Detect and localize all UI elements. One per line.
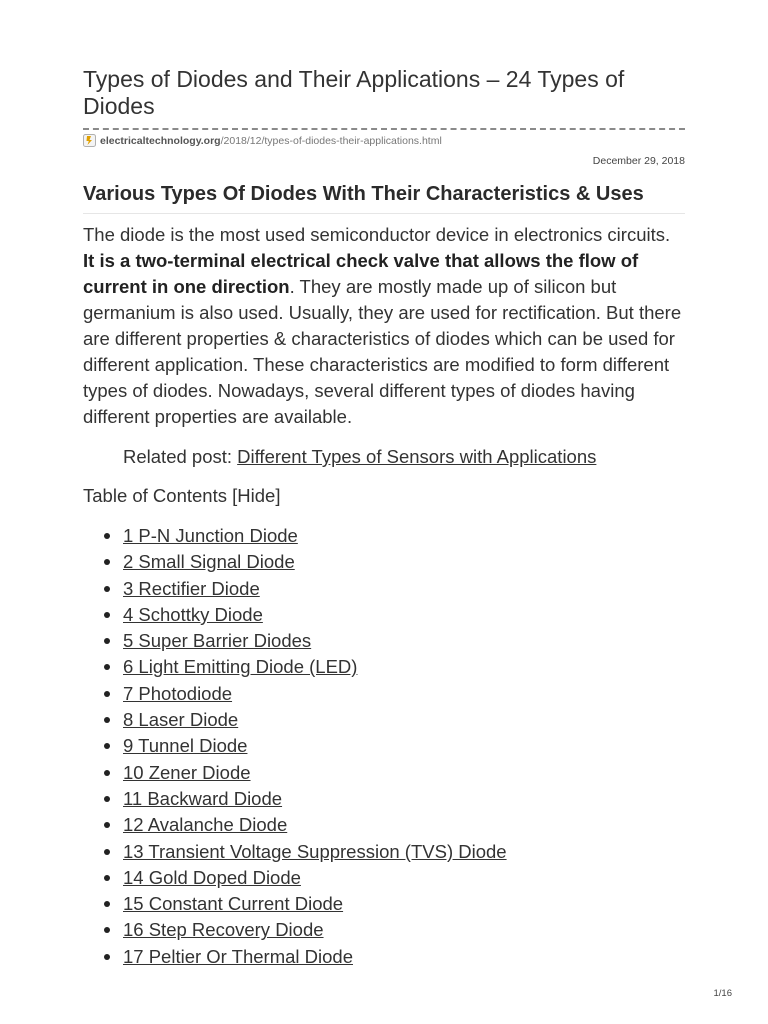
bullet-icon [104,849,110,855]
toc-link[interactable]: 4 Schottky Diode [123,603,263,625]
toc-item [123,865,685,891]
toc-link[interactable]: 15 Constant Current Diode [123,893,344,915]
toc-link[interactable]: 8 Laser Diode [123,709,239,731]
bullet-icon [104,743,110,749]
table-of-contents [83,523,685,970]
bullet-icon [104,533,110,539]
bullet-icon [104,691,110,697]
page-number: 1/16 [713,988,732,999]
bullet-icon [104,612,110,618]
toc-item [123,576,685,602]
bullet-icon [104,664,110,670]
toc-link[interactable]: 10 Zener Diode [123,761,251,783]
intro-paragraph [83,222,685,430]
toc-item [123,839,685,865]
bullet-icon [104,796,110,802]
toc-link[interactable]: 9 Tunnel Diode [123,735,248,757]
dashed-divider [83,128,685,130]
bullet-icon [104,717,110,723]
intro-text-1: The diode is the most used semiconductor device in electronics circuits. [83,224,671,245]
source-path: /2018/12/types-of-diodes-their-applications.html [220,134,442,147]
toc-item [123,654,685,680]
source-url[interactable] [83,134,685,147]
document-page [83,66,685,970]
section-heading: Various Types Of Diodes With Their Characteristics & Uses [83,181,685,214]
toc-item [123,523,685,549]
related-post-label: Related post: [123,446,238,467]
toc-item [123,760,685,786]
toc-item [123,944,685,970]
related-post-link[interactable]: Different Types of Sensors with Applications [237,446,597,467]
toc-item [123,917,685,943]
bullet-icon [104,954,110,960]
bullet-icon [104,638,110,644]
bullet-icon [104,586,110,592]
toc-link[interactable]: 7 Photodiode [123,682,233,704]
toc-header [83,483,685,509]
toc-link[interactable]: 14 Gold Doped Diode [123,866,301,888]
toc-link[interactable]: 17 Peltier Or Thermal Diode [123,945,353,967]
toc-link[interactable]: 6 Light Emitting Diode (LED) [123,656,358,678]
bullet-icon [104,822,110,828]
bullet-icon [104,901,110,907]
toc-link[interactable]: 5 Super Barrier Diodes [123,630,312,652]
bullet-icon [104,559,110,565]
toc-item [123,707,685,733]
site-favicon-icon [83,134,96,147]
toc-link[interactable]: 11 Backward Diode [123,787,283,809]
bullet-icon [104,875,110,881]
related-post [123,444,685,470]
publish-date: December 29, 2018 [592,155,685,167]
intro-text-2: . They are mostly made up of silicon but germanium is also used. Usually, they are used for rectification. But there are different properties & characteristics of diodes which can be used for different application. These characteristics are modified to form different types of diodes. Nowadays, several different types of diodes having different properties are available. [83,276,682,427]
toc-item [123,733,685,759]
toc-item [123,549,685,575]
page-title: Types of Diodes and Their Applications – 24 Types of Diodes [83,66,625,119]
toc-link[interactable]: 13 Transient Voltage Suppression (TVS) Diode [123,840,507,862]
bullet-icon [104,927,110,933]
toc-item [123,602,685,628]
source-domain: electricaltechnology.org [100,134,221,147]
toc-item [123,786,685,812]
toc-label: Table of Contents [ [83,485,238,506]
toc-link[interactable]: 12 Avalanche Diode [123,814,288,836]
toc-item [123,812,685,838]
toc-link[interactable]: 2 Small Signal Diode [123,551,295,573]
toc-link[interactable]: 16 Step Recovery Diode [123,919,324,941]
toc-link[interactable]: 1 P-N Junction Diode [123,525,298,546]
bullet-icon [104,770,110,776]
toc-item [123,891,685,917]
toc-item [123,628,685,654]
intro-bold-text: It is a two-terminal electrical check valve that allows the flow of current in one direction [83,250,639,297]
toc-hide-link[interactable]: Hide [237,485,276,506]
toc-link[interactable]: 3 Rectifier Diode [123,577,260,599]
toc-item [123,681,685,707]
toc-bracket-close: ] [275,485,281,506]
